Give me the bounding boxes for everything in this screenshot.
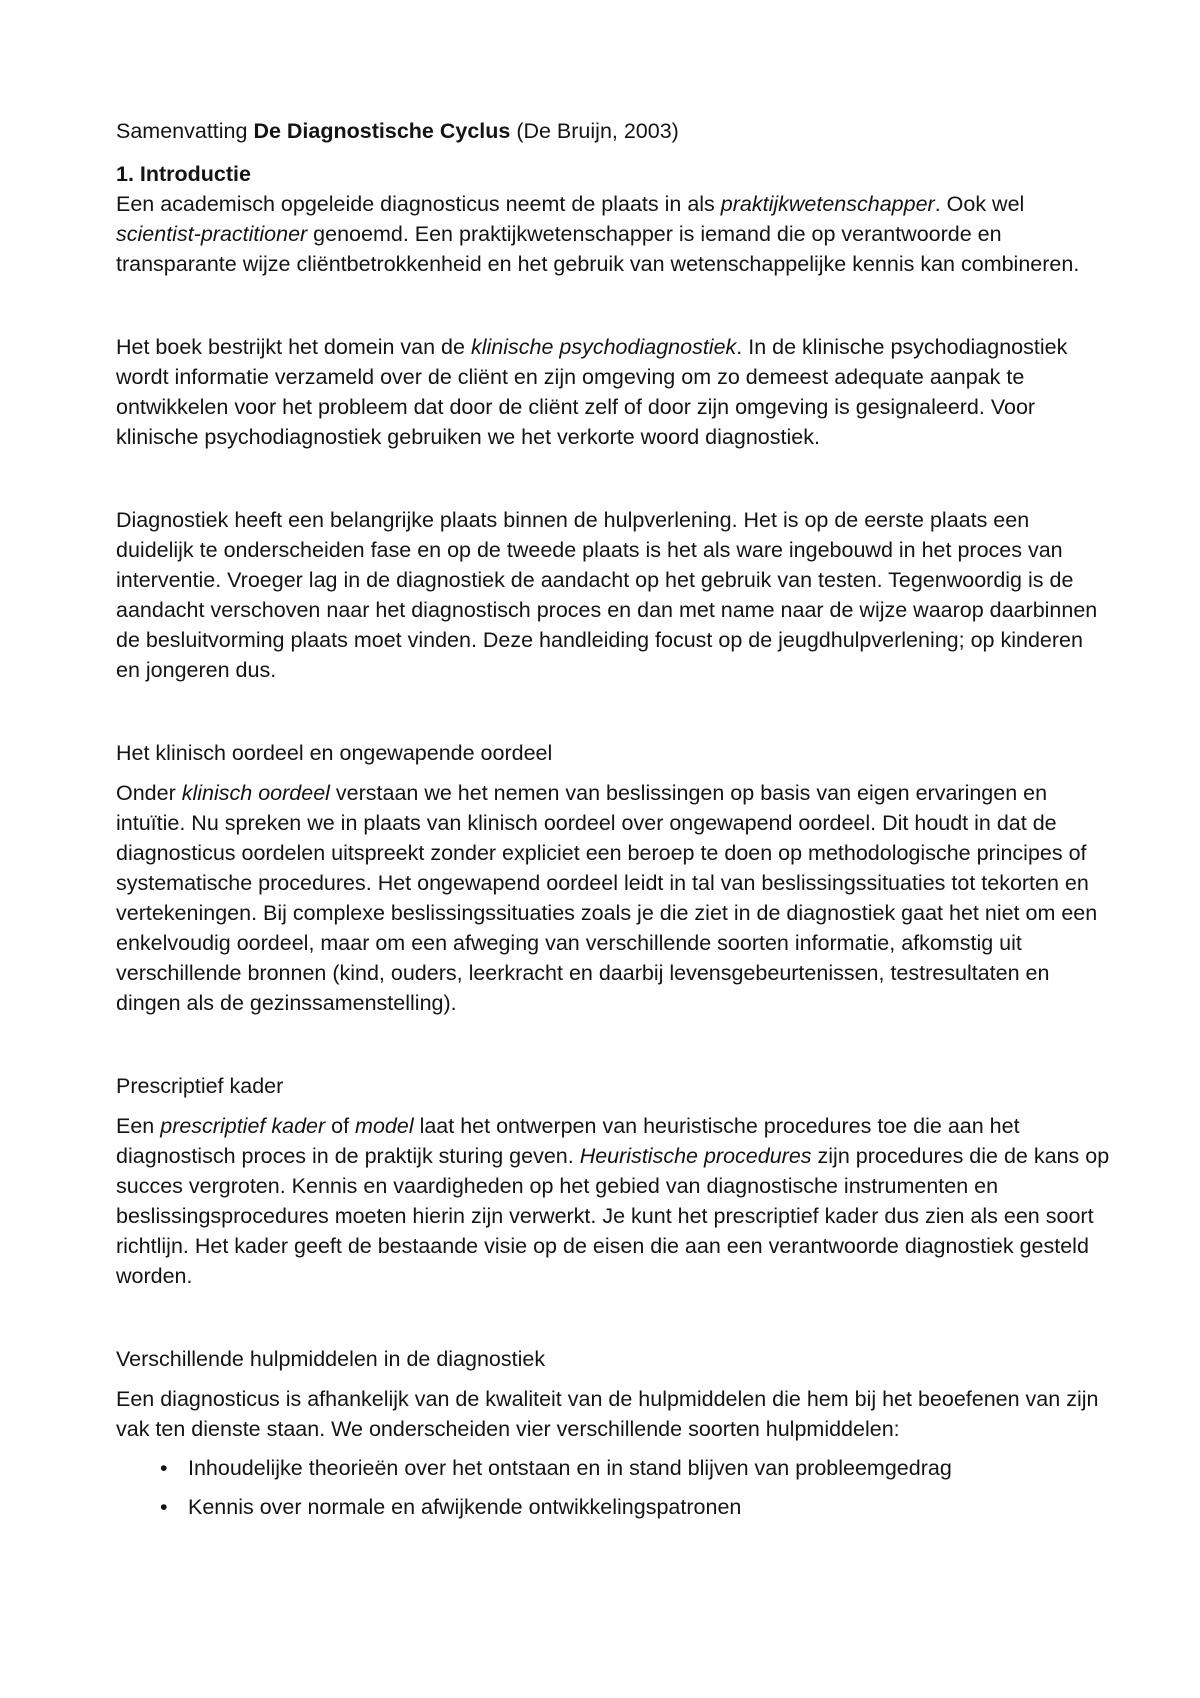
italic-term: prescriptief kader bbox=[160, 1114, 326, 1138]
text-run: . Ook wel bbox=[934, 192, 1025, 216]
italic-term: praktijkwetenschapper bbox=[720, 192, 935, 216]
list-item-text: Inhoudelijke theorieën over het ontstaan en in stand blijven van probleemgedrag bbox=[188, 1456, 952, 1480]
paragraph-hulpmiddelen: Een diagnosticus is afhankelijk van de kwaliteit van de hulpmiddelen die hem bij het beoefenen van zijn vak ten dienste staan. We onderscheiden vier verschillende soorten hulpmiddelen: bbox=[116, 1387, 1099, 1441]
section-heading-klinisch-oordeel: Het klinisch oordeel en ongewapende oordeel bbox=[116, 741, 553, 765]
section-heading-prescriptief-kader: Prescriptief kader bbox=[116, 1074, 284, 1098]
italic-term: model bbox=[355, 1114, 414, 1138]
list-item-text: Kennis over normale en afwijkende ontwikkelingspatronen bbox=[188, 1495, 742, 1519]
list-item bbox=[116, 1492, 1110, 1522]
document-title bbox=[116, 116, 1110, 146]
text-run: of bbox=[325, 1114, 356, 1138]
list-item bbox=[116, 1453, 1110, 1483]
section-heading-hulpmiddelen: Verschillende hulpmiddelen in de diagnostiek bbox=[116, 1347, 546, 1371]
hulpmiddelen-list bbox=[116, 1453, 1110, 1522]
text-run: laat het ontwerpen van heuristische procedures toe die aan het diagnostisch proces in de praktijk sturing geven. bbox=[116, 1114, 1020, 1168]
italic-term: Heuristische procedures bbox=[579, 1144, 812, 1168]
paragraph-intro-2 bbox=[116, 332, 1110, 452]
section-heading-introductie: 1. Introductie bbox=[116, 162, 251, 186]
paragraph-klinisch-oordeel bbox=[116, 778, 1110, 1018]
text-run: Het boek bestrijkt het domein van de bbox=[116, 335, 471, 359]
text-run: . In de klinische psychodiagnostiek wordt informatie verzameld over de cliënt en zijn omgeving om zo demeest adequate aanpak te ontwikkelen voor het probleem dat door de cliënt zelf of door zijn omgeving is gesignaleerd. Voor klinische psychodiagnostiek gebruiken we het verkorte woord diagnostiek. bbox=[116, 335, 1068, 449]
text-run: verstaan we het nemen van beslissingen op basis van eigen ervaringen en intuïtie. Nu spreken we in plaats van klinisch oordeel over ongewapend oordeel. Dit houdt in dat de diagnosticus oordelen uitspreekt zonder expliciet een beroep te doen op methodologische principes of systematische procedures. Het ongewapend oordeel leidt in tal van beslissingssituaties tot tekorten en vertekeningen. Bij complexe beslissingssituaties zoals je die ziet in de diagnostiek gaat het niet om een enkelvoudig oordeel, maar om een afweging van verschillende soorten informatie, afkomstig uit verschillende bronnen (kind, ouders, leerkracht en daarbij levensgebeurtenissen, testresultaten en dingen als de gezinssamenstelling). bbox=[116, 781, 1098, 1015]
text-run: genoemd. Een praktijkwetenschapper is iemand die op verantwoorde en transparante wijze cliëntbetrokkenheid en het gebruik van wetenschappelijke kennis kan combineren. bbox=[116, 222, 1080, 276]
text-run: zijn procedures die de kans op succes vergroten. Kennis en vaardigheden op het gebied van diagnostische instrumenten en beslissingsprocedures moeten hierin zijn verwerkt. Je kunt het prescriptief kader dus zien als een soort richtlijn. Het kader geeft de bestaande visie op de eisen die aan een verantwoorde diagnostiek gesteld worden. bbox=[116, 1144, 1110, 1288]
title-bold: De Diagnostische Cyclus bbox=[253, 119, 511, 143]
title-prefix: Samenvatting bbox=[116, 119, 254, 143]
text-run: Een bbox=[116, 1114, 161, 1138]
paragraph-intro-1 bbox=[116, 189, 1110, 279]
italic-term: klinisch oordeel bbox=[181, 781, 330, 805]
bullet-icon: • bbox=[160, 1456, 168, 1480]
italic-term: scientist-practitioner bbox=[116, 222, 308, 246]
paragraph-intro-3: Diagnostiek heeft een belangrijke plaats binnen de hulpverlening. Het is op de eerste plaats een duidelijk te onderscheiden fase en op de tweede plaats is het als ware ingebouwd in het proces van interventie. Vroeger lag in de diagnostiek de aandacht op het gebruik van testen. Tegenwoordig is de aandacht verschoven naar het diagnostisch proces en dan met name naar de wijze waarop daarbinnen de besluitvorming plaats moet vinden. Deze handleiding focust op de jeugdhulpverlening; op kinderen en jongeren dus. bbox=[116, 508, 1098, 682]
text-run: Onder bbox=[116, 781, 182, 805]
text-run: Een academisch opgeleide diagnosticus neemt de plaats in als bbox=[116, 192, 721, 216]
paragraph-prescriptief-kader bbox=[116, 1111, 1110, 1291]
title-suffix: (De Bruijn, 2003) bbox=[510, 119, 679, 143]
italic-term: klinische psychodiagnostiek bbox=[470, 335, 737, 359]
bullet-icon: • bbox=[160, 1495, 168, 1519]
